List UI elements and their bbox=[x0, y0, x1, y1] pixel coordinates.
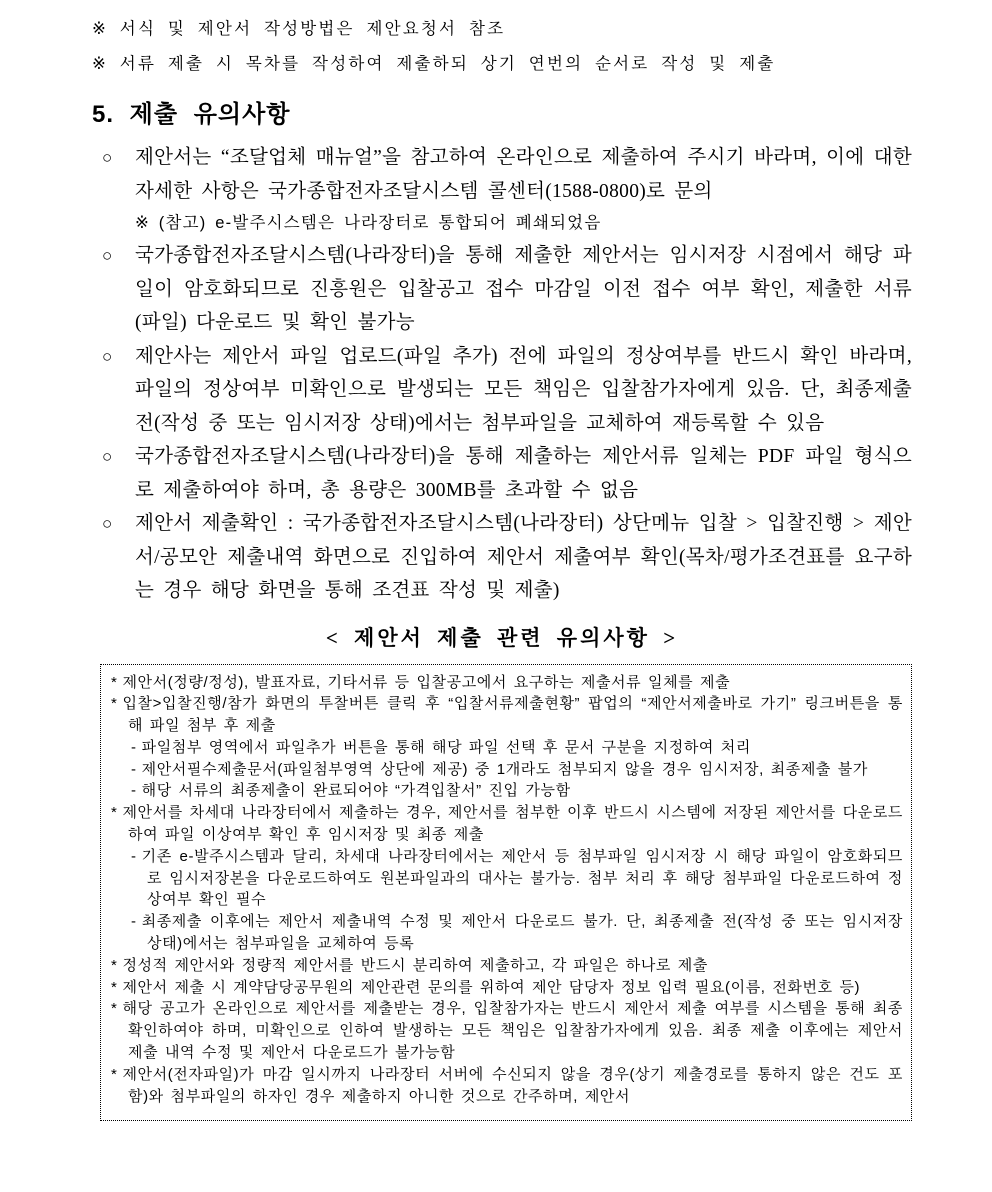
item-text: 국가종합전자조달시스템(나라장터)을 통해 제출한 제안서는 임시저장 시점에서 해당 파일이 암호화되므로 진흥원은 입찰공고 접수 마감일 이전 접수 여부 확인, 제출한 서류(파일) 다운로드 및 확인 불가능 bbox=[135, 245, 912, 333]
submission-notes-list bbox=[92, 141, 912, 608]
notice-text: 기존 e-발주시스템과 달리, 차세대 나라장터에서는 제안서 등 첨부파일 임시저장 시 해당 파일이 암호화되므로 임시저장본을 다운로드하여도 원본파일과의 대사는 불가능. 첨부 처리 후 해당 첨부파일 다운로드하여 정상여부 확인 필수 bbox=[141, 847, 903, 909]
circle-bullet: ○ bbox=[102, 246, 113, 265]
notice-text: 정성적 제안서와 정량적 제안서를 반드시 분리하여 제출하고, 각 파일은 하나로 제출 bbox=[122, 956, 708, 974]
item-text: 제안서 제출확인 : 국가종합전자조달시스템(나라장터) 상단메뉴 입찰 > 입찰진행 > 제안서/공모안 제출내역 화면으로 진입하여 제안서 제출여부 확인(목차/평가조견표를 요구하는 경우 해당 화면을 통해 조견표 작성 및 제출) bbox=[135, 513, 912, 601]
item-text: 제안사는 제안서 파일 업로드(파일 추가) 전에 파일의 정상여부를 반드시 확인 바라며, 파일의 정상여부 미확인으로 발생되는 모든 책임은 입찰참가자에게 있음. 단, 최종제출 전(작성 중 또는 임시저장 상태)에서는 첨부파일을 교체하여 재등록할 수 있음 bbox=[135, 345, 912, 434]
section-heading: 5. 제출 유의사항 bbox=[92, 101, 291, 128]
notice-item bbox=[111, 759, 903, 781]
list-item bbox=[92, 340, 912, 441]
circle-bullet: ○ bbox=[102, 447, 113, 466]
top-note: ※ 서류 제출 시 목차를 작성하여 제출하되 상기 연번의 순서로 작성 및 제출 bbox=[92, 55, 776, 73]
circle-bullet: ○ bbox=[102, 148, 113, 167]
notice-item bbox=[111, 911, 903, 955]
dash-bullet: - bbox=[131, 847, 137, 865]
notice-text: 해당 서류의 최종제출이 완료되어야 “가격입찰서” 진입 가능함 bbox=[141, 782, 571, 800]
notice-text: 제안서 제출 시 계약담당공무원의 제안관련 문의를 위하여 제안 담당자 정보 입력 필요(이름, 전화번호 등) bbox=[122, 978, 861, 996]
list-item bbox=[92, 239, 912, 340]
notice-item bbox=[111, 780, 903, 802]
notice-item bbox=[111, 955, 903, 977]
circle-bullet: ○ bbox=[102, 346, 113, 366]
notice-item bbox=[111, 846, 903, 911]
notice-text: 최종제출 이후에는 제안서 제출내역 수정 및 제안서 다운로드 불가. 단, 최종제출 전(작성 중 또는 임시저장 상태)에서는 첨부파일을 교체하여 등록 bbox=[141, 913, 903, 953]
item-text: 국가종합전자조달시스템(나라장터)을 통해 제출하는 제안서류 일체는 PDF 파일 형식으로 제출하여야 하며, 총 용량은 300MB를 초과할 수 없음 bbox=[135, 446, 912, 501]
notice-item bbox=[111, 693, 903, 737]
notice-text: 제안서(전자파일)가 마감 일시까지 나라장터 서버에 수신되지 않을 경우(상기 제출경로를 통하지 않은 건도 포함)와 첨부파일의 하자인 경우 제출하지 아니한 것으로 간주하며, 제안서 bbox=[122, 1065, 903, 1105]
reference-note: ※ (참고) e-발주시스템은 나라장터로 통합되어 폐쇄되었음 bbox=[135, 214, 602, 232]
notice-box bbox=[100, 664, 912, 1122]
notice-item bbox=[111, 977, 903, 999]
notice-item bbox=[111, 672, 903, 694]
asterisk-bullet: * bbox=[111, 804, 118, 822]
asterisk-bullet: * bbox=[111, 673, 118, 691]
asterisk-bullet: * bbox=[111, 956, 118, 974]
asterisk-bullet: * bbox=[111, 695, 118, 713]
top-notes bbox=[92, 12, 912, 82]
dash-bullet: - bbox=[131, 760, 137, 778]
asterisk-bullet: * bbox=[111, 978, 118, 996]
list-item bbox=[92, 440, 912, 507]
dash-bullet: - bbox=[131, 782, 137, 800]
notice-item bbox=[111, 737, 903, 759]
circle-bullet: ○ bbox=[102, 514, 113, 533]
notice-item bbox=[111, 1064, 903, 1108]
notice-item bbox=[111, 802, 903, 846]
dash-bullet: - bbox=[131, 738, 137, 756]
notice-text: 파일첨부 영역에서 파일추가 버튼을 통해 해당 파일 선택 후 문서 구분을 지정하여 처리 bbox=[141, 738, 751, 756]
notice-text: 제안서를 차세대 나라장터에서 제출하는 경우, 제안서를 첨부한 이후 반드시 시스템에 저장된 제안서를 다운로드하여 파일 이상여부 확인 후 임시저장 및 최종 제출 bbox=[122, 804, 903, 844]
notice-text: 해당 공고가 온라인으로 제안서를 제출받는 경우, 입찰참가자는 반드시 제안서 제출 여부를 시스템을 통해 최종 확인하여야 하며, 미확인으로 인하여 발생하는 모든 책임은 입찰참가자에게 있음. 최종 제출 이후에는 제안서 제출 내역 수정 및 제안서 다운로드가 불가능함 bbox=[122, 1000, 903, 1062]
asterisk-bullet: * bbox=[111, 1065, 118, 1083]
notice-text: 입찰>입찰진행/참가 화면의 투찰버튼 클릭 후 “입찰서류제출현황” 팝업의 “제안서제출바로 가기” 링크버튼을 통해 파일 첨부 후 제출 bbox=[122, 695, 903, 735]
box-title: < 제안서 제출 관련 유의사항 > bbox=[325, 625, 679, 650]
notice-text: 제안서(정량/정성), 발표자료, 기타서류 등 입찰공고에서 요구하는 제출서류 일체를 제출 bbox=[122, 673, 731, 691]
notice-text: 제안서필수제출문서(파일첨부영역 상단에 제공) 중 1개라도 첨부되지 않을 경우 임시저장, 최종제출 불가 bbox=[141, 760, 868, 778]
notice-item bbox=[111, 998, 903, 1063]
list-item bbox=[92, 507, 912, 608]
list-item bbox=[92, 141, 912, 208]
dash-bullet: - bbox=[131, 913, 137, 931]
top-note: ※ 서식 및 제안서 작성방법은 제안요청서 참조 bbox=[92, 20, 506, 38]
asterisk-bullet: * bbox=[111, 1000, 118, 1018]
item-text: 제안서는 “조달업체 매뉴얼”을 참고하여 온라인으로 제출하여 주시기 바라며, 이에 대한 자세한 사항은 국가종합전자조달시스템 콜센터(1588-0800)로 문의 bbox=[135, 147, 912, 202]
